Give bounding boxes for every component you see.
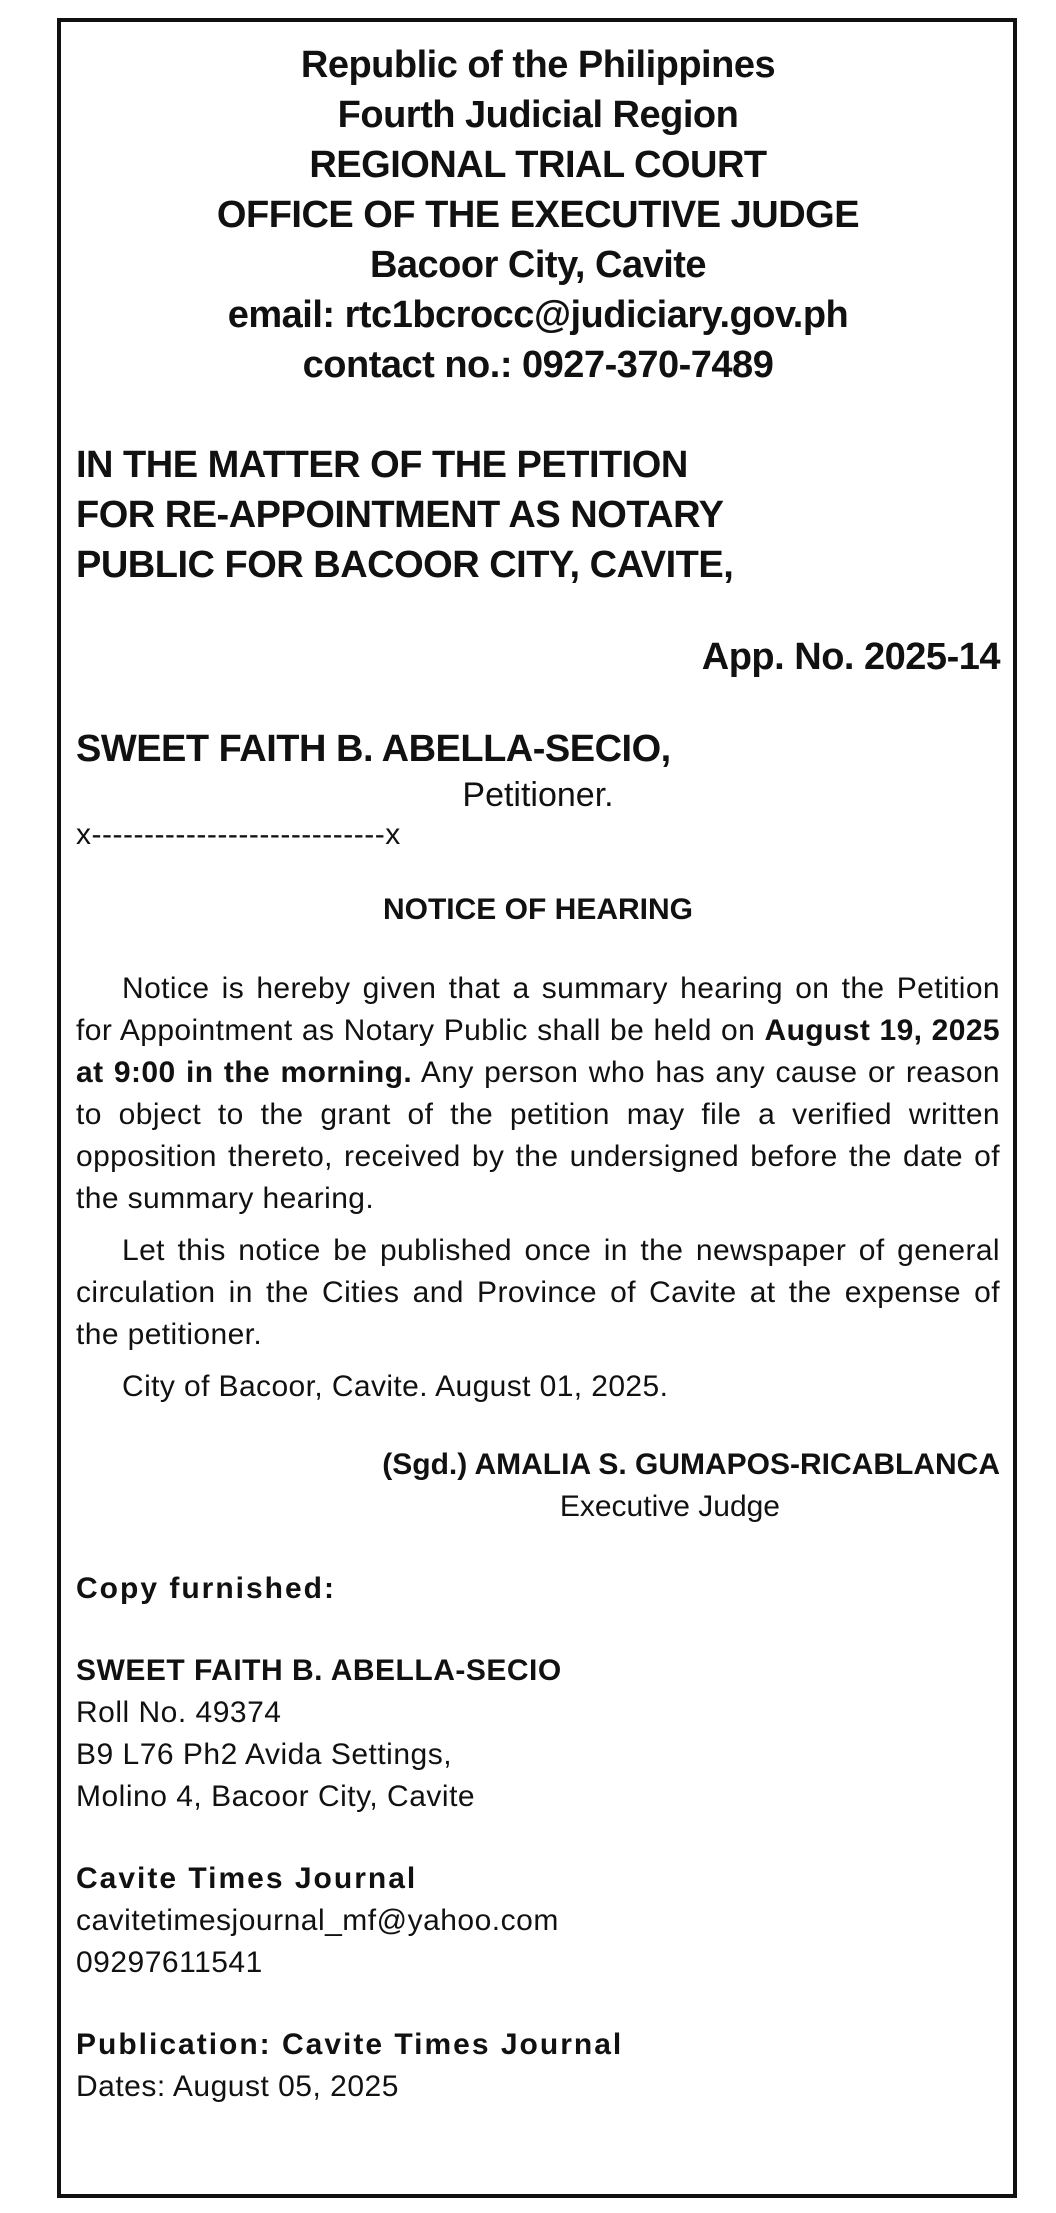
header-email: email: rtc1bcrocc@judiciary.gov.ph: [227, 294, 849, 336]
header-region: Fourth Judicial Region: [337, 94, 739, 136]
notice-date-line: City of Bacoor, Cavite. August 01, 2025.: [122, 1370, 669, 1403]
application-number: App. No. 2025-14: [701, 636, 1000, 678]
header-republic: Republic of the Philippines: [300, 44, 776, 86]
caption-line-1: IN THE MATTER OF THE PETITION: [76, 444, 688, 486]
paragraph-1-end: Any person who has any cause or reason to object to the grant of the petition may file a verified written opposition thereto, received by the undersigned before the date of the summary hearing.: [76, 1056, 1000, 1215]
recipient-petitioner: [76, 1650, 1000, 1818]
hearing-date: August 19, 2025 at 9:00 in the morning.: [76, 1014, 1000, 1089]
recipient-2-name: Cavite Times Journal: [76, 1862, 418, 1895]
case-caption: [76, 440, 1000, 590]
notice-paragraph-2: Let this notice be published once in the newspaper of general circulation in the Cities and Province of Cavite at the expense of the petitioner.: [76, 1234, 1000, 1351]
publication-block: [76, 2024, 1000, 2108]
recipient-2-email: cavitetimesjournal_mf@yahoo.com: [76, 1904, 559, 1937]
publication-dates: Dates: August 05, 2025: [76, 2070, 399, 2103]
publication-label: Publication: Cavite Times Journal: [76, 2028, 624, 2061]
notice-paragraph-1: [76, 968, 1000, 1220]
notice-title: NOTICE OF HEARING: [382, 893, 693, 926]
header-office: OFFICE OF THE EXECUTIVE JUDGE: [216, 194, 860, 236]
petitioner-role: Petitioner.: [462, 776, 614, 814]
caption-separator: x----------------------------x: [76, 818, 401, 851]
recipient-1-address-2: Molino 4, Bacoor City, Cavite: [76, 1780, 476, 1813]
header-city: Bacoor City, Cavite: [369, 244, 707, 286]
header-contact: contact no.: 0927-370-7489: [302, 344, 774, 386]
paragraph-1-start: Notice is hereby given that a summary hearing on the Petition for Appointment as Notary Public shall be held on: [76, 972, 1000, 1047]
petitioner-name: SWEET FAITH B. ABELLA-SECIO,: [76, 728, 671, 770]
caption-line-3: PUBLIC FOR BACOOR CITY, CAVITE,: [76, 544, 734, 586]
notice-content: [76, 40, 1000, 2108]
court-header: [76, 40, 1000, 390]
header-court: REGIONAL TRIAL COURT: [309, 144, 767, 186]
recipient-1-name: SWEET FAITH B. ABELLA-SECIO: [76, 1654, 562, 1687]
recipient-1-roll: Roll No. 49374: [76, 1696, 282, 1729]
signature-block: [76, 1444, 1000, 1528]
signatory-name: (Sgd.) AMALIA S. GUMAPOS-RICABLANCA: [382, 1448, 1000, 1481]
signatory-title: Executive Judge: [559, 1490, 780, 1523]
caption-line-2: FOR RE-APPOINTMENT AS NOTARY: [76, 494, 724, 536]
recipient-newspaper: [76, 1858, 1000, 1984]
recipient-1-address-1: B9 L76 Ph2 Avida Settings,: [76, 1738, 453, 1771]
copy-furnished-label: Copy furnished:: [76, 1572, 336, 1605]
recipient-2-phone: 09297611541: [76, 1946, 263, 1979]
